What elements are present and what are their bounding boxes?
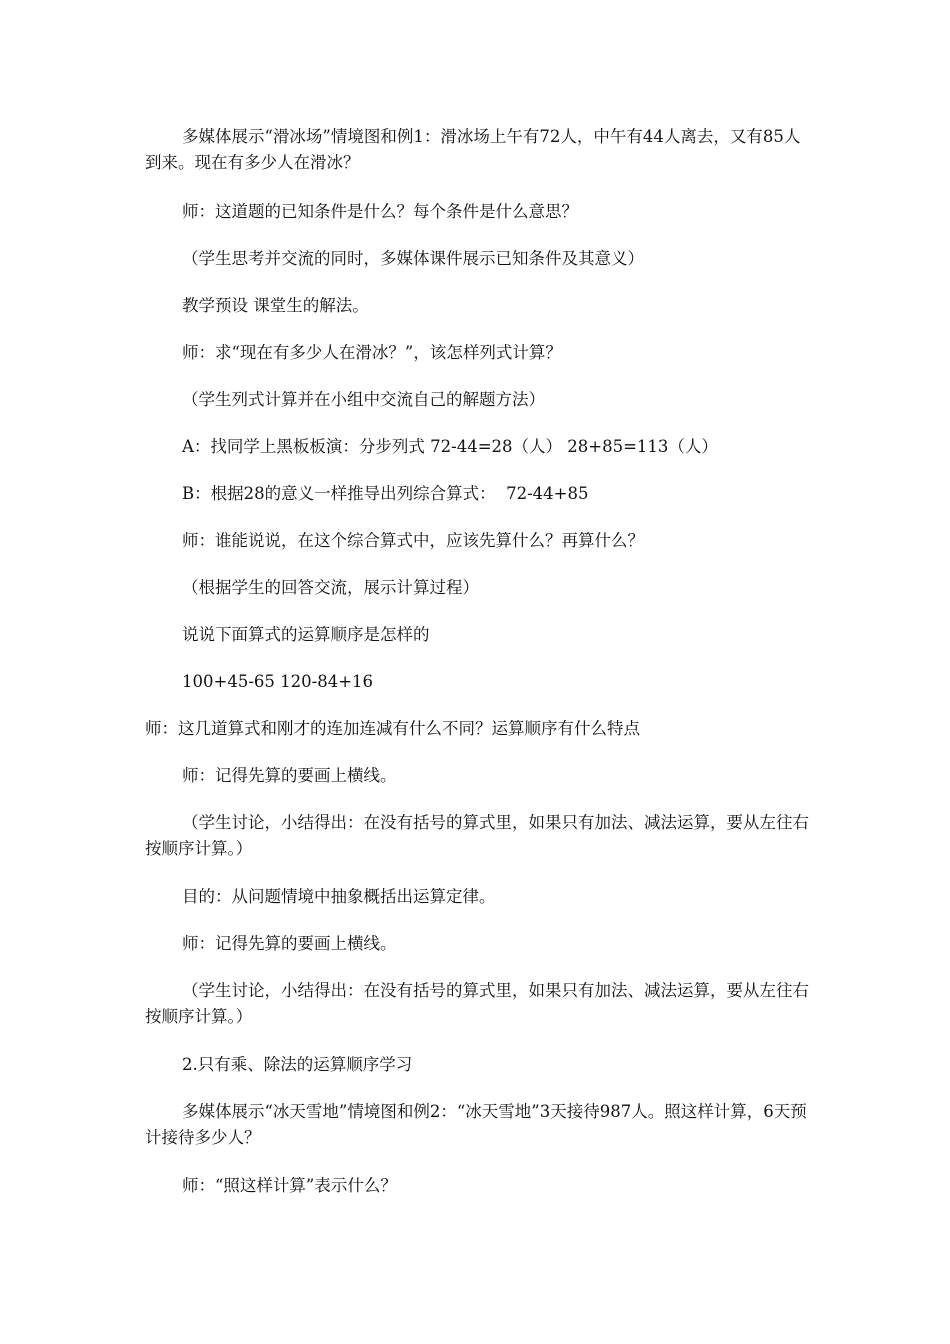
paragraph-expressions: 100+45-65 120-84+16	[182, 672, 374, 691]
paragraph-summary-1: （学生讨论，小结得出：在没有括号的算式里，如果只有加法、减法运算，要从左往右按顺序计算。）	[145, 813, 809, 858]
paragraph-example-1: 多媒体展示“滑冰场”情境图和例1：滑冰场上午有72人，中午有44人离去，又有85人到来。现在有多少人在滑冰？	[145, 127, 801, 172]
paragraph-teacher-question-2: 师：求“现在有多少人在滑冰？”，该怎样列式计算？	[182, 343, 562, 362]
paragraph-teacher-reminder-1: 师：记得先算的要画上横线。	[182, 766, 397, 785]
paragraph-teacher-question-4: 师：这几道算式和刚才的连加连减有什么不同？运算顺序有什么特点	[145, 719, 640, 738]
paragraph-method-a: A：找同学上黑板板演：分步列式 72-44=28（人） 28+85=113（人）	[182, 437, 718, 456]
paragraph-teacher-question-3: 师：谁能说说，在这个综合算式中，应该先算什么？再算什么？	[182, 531, 644, 550]
paragraph-purpose: 目的：从问题情境中抽象概括出运算定律。	[182, 887, 496, 906]
paragraph-method-b: B：根据28的意义一样推导出列综合算式： 72-44+85	[182, 484, 589, 503]
paragraph-student-note-1: （学生思考并交流的同时，多媒体课件展示已知条件及其意义）	[182, 249, 644, 268]
section-heading-multiply-divide: 2.只有乘、除法的运算顺序学习	[182, 1055, 413, 1074]
paragraph-example-2: 多媒体展示“冰天雪地”情境图和例2：“冰天雪地”3天接待987人。照这样计算，6天预计接待多少人？	[145, 1102, 807, 1147]
paragraph-order-prompt: 说说下面算式的运算顺序是怎样的	[182, 625, 430, 644]
paragraph-teacher-reminder-2: 师：记得先算的要画上横线。	[182, 934, 397, 953]
paragraph-student-note-3: （根据学生的回答交流，展示计算过程）	[182, 578, 479, 597]
paragraph-teacher-question-1: 师：这道题的已知条件是什么？每个条件是什么意思？	[182, 202, 578, 221]
paragraph-teacher-question-5: 师：“照这样计算”表示什么？	[182, 1176, 397, 1195]
paragraph-summary-2: （学生讨论，小结得出：在没有括号的算式里，如果只有加法、减法运算，要从左往右按顺序计算。）	[145, 981, 809, 1026]
paragraph-teaching-preset: 教学预设 课堂生的解法。	[182, 296, 369, 315]
paragraph-student-note-2: （学生列式计算并在小组中交流自己的解题方法）	[182, 390, 545, 409]
